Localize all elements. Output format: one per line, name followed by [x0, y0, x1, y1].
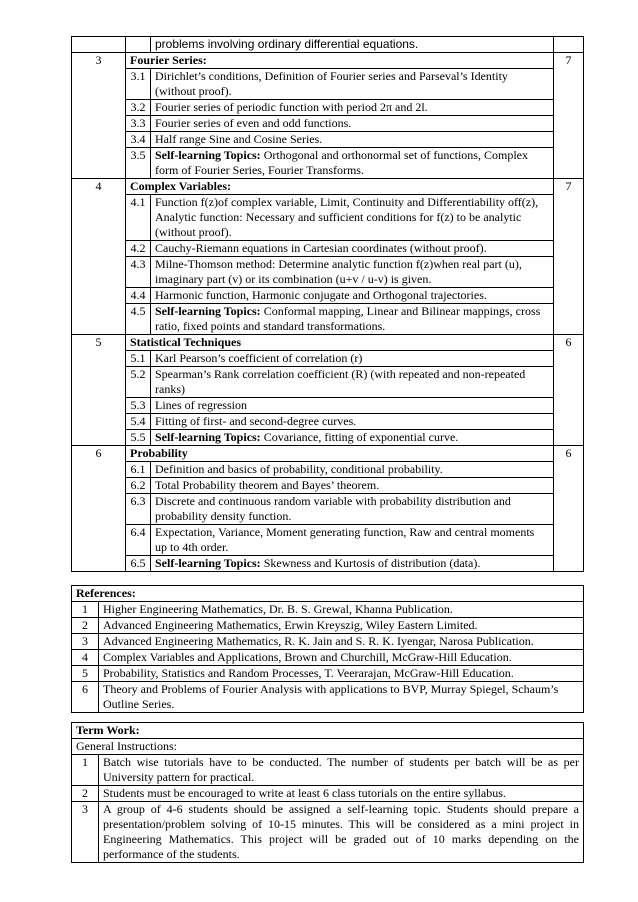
table-row [72, 723, 584, 739]
reference-text: Advanced Engineering Mathematics, R. K. Jain and S. R. K. Iyengar, Narosa Publication. [99, 634, 584, 650]
topic-text [151, 100, 554, 116]
reference-row [72, 682, 584, 713]
instruction-text: A group of 4-6 students should be assigned a self-learning topic. Students should prepare a presentation/problem solving of 10-15 minutes. This will be considered as a mini project in Engineering Mathematics. This project will be graded out of 10 marks depending on the performance of the students. [99, 802, 584, 863]
reference-number: 2 [72, 618, 99, 634]
topic-row [72, 241, 584, 257]
references-heading: References: [72, 586, 584, 602]
topic-description: Spearman’s Rank correlation coefficient (R) (with repeated and non-repeated ranks) [155, 367, 526, 396]
topic-text [151, 304, 554, 335]
topic-text [151, 430, 554, 446]
table-row [72, 739, 584, 755]
topic-text [151, 241, 554, 257]
module-row [72, 335, 584, 351]
topic-row [72, 525, 584, 556]
topic-description: Covariance, fitting of exponential curve. [260, 430, 459, 444]
topic-description: Half range Sine and Cosine Series. [155, 132, 323, 146]
topic-description: Harmonic function, Harmonic conjugate and Orthogonal trajectories. [155, 288, 487, 302]
topic-row [72, 351, 584, 367]
topic-description: Orthogonal and orthonormal set of functions, Complex form of Fourier Series, Fourier Transforms. [155, 148, 528, 177]
reference-number: 4 [72, 650, 99, 666]
topic-text [151, 494, 554, 525]
table-cell [126, 37, 151, 53]
topic-text [151, 148, 554, 179]
topic-description: Definition and basics of probability, conditional probability. [155, 462, 443, 476]
module-title: Probability [126, 446, 554, 462]
instruction-number: 2 [72, 786, 99, 802]
topic-row [72, 257, 584, 288]
topic-number: 3.5 [126, 148, 151, 179]
topic-number: 6.1 [126, 462, 151, 478]
topic-description: Expectation, Variance, Moment generating function, Raw and central moments up to 4th order. [155, 525, 535, 554]
module-title: Complex Variables: [126, 179, 554, 195]
instruction-number: 1 [72, 755, 99, 786]
topic-row [72, 116, 584, 132]
module-hours: 7 [554, 179, 584, 335]
module-number: 5 [72, 335, 126, 446]
term-work-heading: Term Work: [72, 723, 584, 739]
topic-number: 5.4 [126, 414, 151, 430]
topic-number: 4.3 [126, 257, 151, 288]
topic-number: 5.3 [126, 398, 151, 414]
reference-row [72, 602, 584, 618]
references-table [71, 585, 584, 713]
reference-number: 1 [72, 602, 99, 618]
self-learning-label: Self-learning Topics: [155, 556, 261, 570]
table-row [72, 586, 584, 602]
topic-description: Discrete and continuous random variable with probability distribution and probability density function. [155, 494, 511, 523]
topic-text [151, 414, 554, 430]
topic-description: Karl Pearson’s coefficient of correlation (r) [155, 351, 363, 365]
topic-number: 3.4 [126, 132, 151, 148]
module-number: 6 [72, 446, 126, 572]
topic-number: 6.5 [126, 556, 151, 572]
topic-row [72, 462, 584, 478]
table-row [72, 37, 584, 53]
topic-text [151, 288, 554, 304]
topic-row [72, 556, 584, 572]
topic-row [72, 304, 584, 335]
topic-row [72, 288, 584, 304]
continuation-text: problems involving ordinary differential equations. [151, 37, 554, 53]
reference-text: Theory and Problems of Fourier Analysis with applications to BVP, Murray Spiegel, Schaum’s Outline Series. [99, 682, 584, 713]
topic-row [72, 195, 584, 241]
table-cell [72, 37, 126, 53]
reference-number: 5 [72, 666, 99, 682]
topic-number: 3.3 [126, 116, 151, 132]
topic-text [151, 462, 554, 478]
topic-number: 4.2 [126, 241, 151, 257]
module-title: Statistical Techniques [126, 335, 554, 351]
reference-row [72, 666, 584, 682]
topic-row [72, 100, 584, 116]
topic-text [151, 195, 554, 241]
syllabus-table [71, 36, 584, 572]
topic-number: 5.2 [126, 367, 151, 398]
topic-description: Cauchy-Riemann equations in Cartesian coordinates (without proof). [155, 241, 487, 255]
reference-row [72, 634, 584, 650]
instruction-text: Students must be encouraged to write at least 6 class tutorials on the entire syllabus. [99, 786, 584, 802]
topic-row [72, 478, 584, 494]
references-body [72, 586, 584, 713]
topic-text [151, 257, 554, 288]
module-row [72, 179, 584, 195]
topic-text [151, 116, 554, 132]
module-title: Fourier Series: [126, 53, 554, 69]
reference-text: Higher Engineering Mathematics, Dr. B. S. Grewal, Khanna Publication. [99, 602, 584, 618]
topic-number: 3.2 [126, 100, 151, 116]
topic-number: 4.5 [126, 304, 151, 335]
topic-text [151, 367, 554, 398]
reference-text: Advanced Engineering Mathematics, Erwin Kreyszig, Wiley Eastern Limited. [99, 618, 584, 634]
topic-description: Conformal mapping, Linear and Bilinear mappings, cross ratio, fixed points and standard transformations. [155, 304, 541, 333]
topic-number: 3.1 [126, 69, 151, 100]
topic-row [72, 69, 584, 100]
topic-row [72, 430, 584, 446]
module-row [72, 53, 584, 69]
term-work-subheading: General Instructions: [72, 739, 584, 755]
reference-row [72, 618, 584, 634]
reference-number: 3 [72, 634, 99, 650]
topic-row [72, 494, 584, 525]
reference-text: Complex Variables and Applications, Brown and Churchill, McGraw-Hill Education. [99, 650, 584, 666]
topic-description: Fitting of first- and second-degree curves. [155, 414, 357, 428]
syllabus-body [72, 37, 584, 572]
module-row [72, 446, 584, 462]
topic-row [72, 367, 584, 398]
term-work-table [71, 722, 584, 863]
topic-number: 6.4 [126, 525, 151, 556]
instruction-row [72, 802, 584, 863]
self-learning-label: Self-learning Topics: [155, 430, 261, 444]
topic-description: Total Probability theorem and Bayes’ theorem. [155, 478, 380, 492]
topic-number: 5.1 [126, 351, 151, 367]
instruction-row [72, 755, 584, 786]
instruction-text: Batch wise tutorials have to be conducted. The number of students per batch will be as per University pattern for practical. [99, 755, 584, 786]
topic-number: 5.5 [126, 430, 151, 446]
topic-text [151, 351, 554, 367]
instruction-number: 3 [72, 802, 99, 863]
module-hours: 6 [554, 446, 584, 572]
topic-number: 4.4 [126, 288, 151, 304]
topic-description: Milne-Thomson method: Determine analytic function f(z)when real part (u), imaginary part (v) or its combination (u+v / u-v) is given. [155, 257, 522, 286]
topic-row [72, 148, 584, 179]
reference-row [72, 650, 584, 666]
term-work-body [72, 723, 584, 863]
self-learning-label: Self-learning Topics: [155, 148, 261, 162]
module-hours: 6 [554, 335, 584, 446]
topic-description: Skewness and Kurtosis of distribution (data). [260, 556, 481, 570]
topic-number: 4.1 [126, 195, 151, 241]
module-hours: 7 [554, 53, 584, 179]
topic-description: Fourier series of periodic function with period 2π and 2l. [155, 100, 428, 114]
topic-number: 6.3 [126, 494, 151, 525]
topic-text [151, 398, 554, 414]
topic-text [151, 525, 554, 556]
topic-text [151, 69, 554, 100]
topic-description: Fourier series of even and odd functions. [155, 116, 352, 130]
reference-text: Probability, Statistics and Random Processes, T. Veerarajan, McGraw-Hill Education. [99, 666, 584, 682]
module-number: 3 [72, 53, 126, 179]
self-learning-label: Self-learning Topics: [155, 304, 261, 318]
topic-text [151, 556, 554, 572]
topic-row [72, 398, 584, 414]
topic-number: 6.2 [126, 478, 151, 494]
topic-row [72, 414, 584, 430]
topic-description: Lines of regression [155, 398, 247, 412]
topic-text [151, 478, 554, 494]
topic-description: Function f(z)of complex variable, Limit, Continuity and Differentiability off(z), Analytic function: Necessary and sufficient conditions for f(z) to be analytic (without proof). [155, 195, 539, 239]
table-cell [554, 37, 584, 53]
module-number: 4 [72, 179, 126, 335]
topic-row [72, 132, 584, 148]
instruction-row [72, 786, 584, 802]
reference-number: 6 [72, 682, 99, 713]
topic-description: Dirichlet’s conditions, Definition of Fourier series and Parseval’s Identity (without proof). [155, 69, 508, 98]
topic-text [151, 132, 554, 148]
